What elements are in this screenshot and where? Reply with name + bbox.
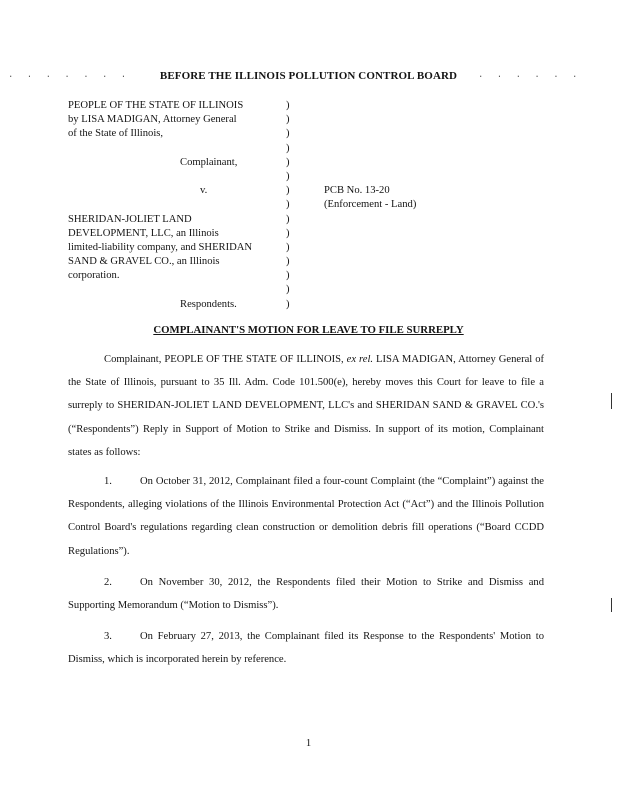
caption-paren: ) [286,298,290,310]
numbered-paragraph-1 [68,470,544,563]
caption-line: limited-liability company, and SHERIDAN [68,241,253,253]
paragraph-text: On February 27, 2013, the Complainant filed its Response to the Respondents' Motion to Dismiss, which is incorporated herein by reference. [68,631,544,666]
caption-paren: ) [286,185,290,197]
paragraph-number: 1. [104,476,112,488]
board-title: BEFORE THE ILLINOIS POLLUTION CONTROL BOARD [159,70,458,82]
caption-paren: ) [286,100,290,111]
numbered-paragraph-2 [68,571,544,617]
versus-label: v. [200,185,208,197]
caption-line [68,283,278,297]
caption-paren: ) [286,256,290,268]
intro-ex-rel: ex rel. [346,354,374,365]
scan-margin-mark [611,598,612,612]
page-number: 1 [305,738,312,749]
paragraph-text: On November 30, 2012, the Respondents filed their Motion to Strike and Dismiss and Supporting Memorandum (“Motion to Dismiss”). [68,576,544,612]
caption-line [68,170,278,184]
caption-paren: ) [286,128,290,140]
scan-artifact-left: · · · · · · · [8,72,131,82]
caption-paren: ) [286,156,290,168]
paragraph-number: 2. [104,576,112,588]
caption-parties [68,99,278,312]
caption-line: PEOPLE OF THE STATE OF ILLINOIS [68,100,244,111]
caption-line: by LISA MADIGAN, Attorney General [68,114,237,126]
caption-paren: ) [286,114,290,126]
paragraph-text: On October 31, 2012, Complainant filed a four-count Complaint (the “Complaint”) against the Respondents, alleging violations of the Illinois Environmental Protection Act (“Act”) and the Illinois Pollution Control Board's regulations regarding clean construction or demolition debris fill operations (“Board CCDD Regulations”). [68,476,544,557]
caption-line [68,142,278,156]
caption-parentheses [286,99,296,312]
caption-paren: ) [286,284,290,296]
paragraph-number: 3. [104,631,112,643]
caption-paren: ) [286,170,290,182]
case-type: (Enforcement - Land) [324,199,417,211]
motion-body [68,348,544,672]
caption-line: DEVELOPMENT, LLC, an Illinois [68,227,219,239]
motion-title: COMPLAINANT'S MOTION FOR LEAVE TO FILE SURREPLY [153,324,464,336]
caption-line: of the State of Illinois, [68,128,164,140]
caption-paren: ) [286,227,290,239]
caption-line: SHERIDAN-JOLIET LAND [68,213,192,225]
caption-line [68,198,278,212]
numbered-paragraph-3 [68,625,544,671]
case-info [324,184,416,212]
scan-artifact-right: · · · · · · [478,72,582,82]
intro-text-part2: LISA MADIGAN, Attorney General of the State of Illinois, pursuant to 35 Ill. Adm. Code 101.500(e), hereby moves this Court for leave to file a surreply to SHERIDAN-JOLIET LAND DEVELOPMENT, LLC's and SHERIDAN SAND & GRAVEL CO.'s (“Respondents”) Reply in Support of Motion to Strike and Dismiss. In support of its motion, Complainant states as follows: [68,354,545,458]
scan-margin-mark [611,393,612,409]
caption-paren: ) [286,241,290,253]
respondents-label: Respondents. [180,298,237,310]
caption-line: SAND & GRAVEL CO., an Illinois [68,256,220,268]
caption-paren: ) [286,142,290,154]
caption-paren: ) [286,199,290,211]
caption-line: corporation. [68,270,120,282]
complainant-label: Complainant, [180,156,238,168]
intro-paragraph [68,348,544,464]
caption-paren: ) [286,270,290,282]
case-number: PCB No. 13-20 [324,185,390,196]
caption-paren: ) [286,213,290,225]
intro-text-part1: Complainant, PEOPLE OF THE STATE OF ILLINOIS, [104,354,347,365]
